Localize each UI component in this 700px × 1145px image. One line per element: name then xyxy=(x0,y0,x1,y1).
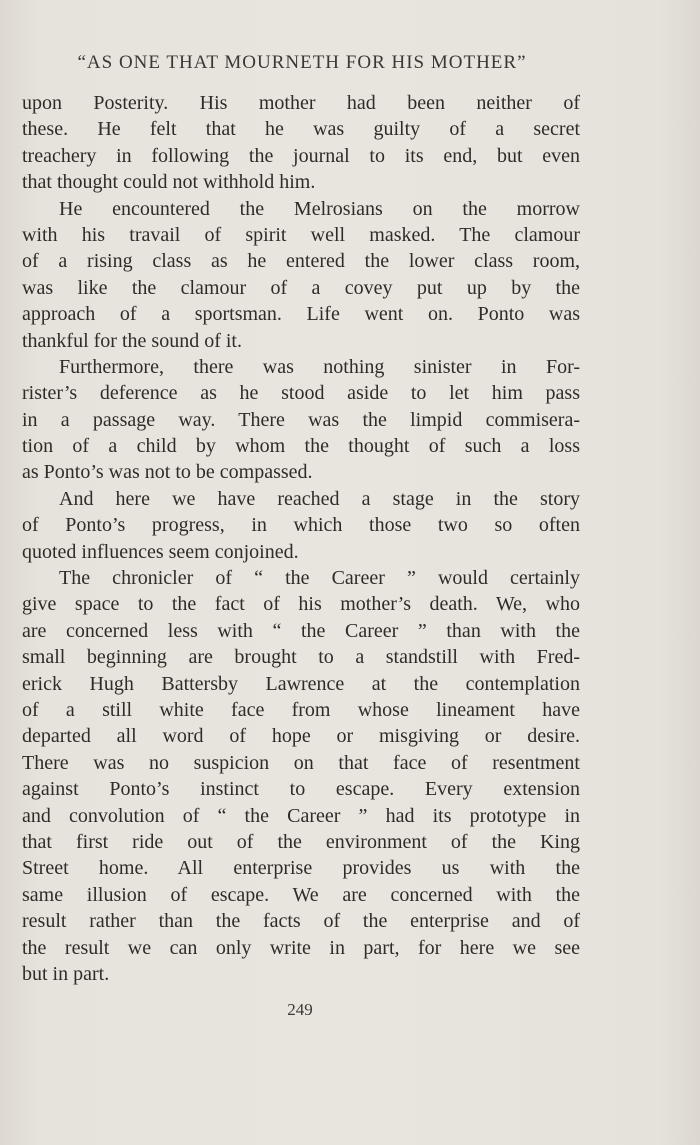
text-line: rister’s deference as he stood aside to let him pass xyxy=(22,382,580,405)
text-line: of a still white face from whose lineament have xyxy=(22,698,580,721)
text-line: was like the clamour of a covey put up by the xyxy=(22,276,580,299)
text-line: upon Posterity. His mother had been neither of xyxy=(22,92,580,114)
body-text xyxy=(22,90,580,987)
text-line: that first ride out of the environment of the King xyxy=(22,830,580,853)
text-line: as Ponto’s was not to be compassed. xyxy=(22,461,313,484)
text-line: that thought could not withhold him. xyxy=(22,171,316,194)
text-line: erick Hugh Battersby Lawrence at the contemplation xyxy=(22,672,580,695)
paragraph-first-line: Furthermore, there was nothing sinister in For- xyxy=(59,355,580,378)
text-line: result rather than the facts of the enterprise and of xyxy=(22,910,580,933)
text-line: tion of a child by whom the thought of such a loss xyxy=(22,435,580,458)
text-line: quoted influences seem conjoined. xyxy=(22,540,299,563)
text-line: with his travail of spirit well masked. The clamour xyxy=(22,223,580,246)
text-line: thankful for the sound of it. xyxy=(22,329,242,352)
text-line: Street home. All enterprise provides us with the xyxy=(22,857,580,880)
text-line: same illusion of escape. We are concerned with the xyxy=(22,883,580,906)
paragraph-first-line: He encountered the Melrosians on the morrow xyxy=(59,197,580,220)
text-line: of Ponto’s progress, in which those two so often xyxy=(22,514,580,537)
text-line: There was no suspicion on that face of resentment xyxy=(22,751,580,774)
paragraph-first-line: And here we have reached a stage in the story xyxy=(59,487,580,510)
text-line: and convolution of “ the Career ” had its prototype in xyxy=(22,804,580,827)
page-number: 249 xyxy=(287,1000,313,1019)
text-line: of a rising class as he entered the lower class room, xyxy=(22,250,580,273)
paragraph-first-line: The chronicler of “ the Career ” would certainly xyxy=(59,567,580,590)
text-line: the result we can only write in part, for here we see xyxy=(22,936,580,959)
running-head: “AS ONE THAT MOURNETH FOR HIS MOTHER” xyxy=(77,52,527,73)
text-line: these. He felt that he was guilty of a secret xyxy=(22,118,580,141)
text-line: small beginning are brought to a standstill with Fred- xyxy=(22,646,580,669)
text-line: approach of a sportsman. Life went on. Ponto was xyxy=(22,303,580,326)
text-line: treachery in following the journal to its end, but even xyxy=(22,144,580,167)
text-line: give space to the fact of his mother’s death. We, who xyxy=(22,593,580,616)
text-line: in a passage way. There was the limpid commisera- xyxy=(22,408,580,431)
text-line: departed all word of hope or misgiving or desire. xyxy=(22,725,580,748)
text-line: but in part. xyxy=(22,962,110,985)
text-line: are concerned less with “ the Career ” than with the xyxy=(22,619,580,642)
text-line: against Ponto’s instinct to escape. Every extension xyxy=(22,778,580,801)
